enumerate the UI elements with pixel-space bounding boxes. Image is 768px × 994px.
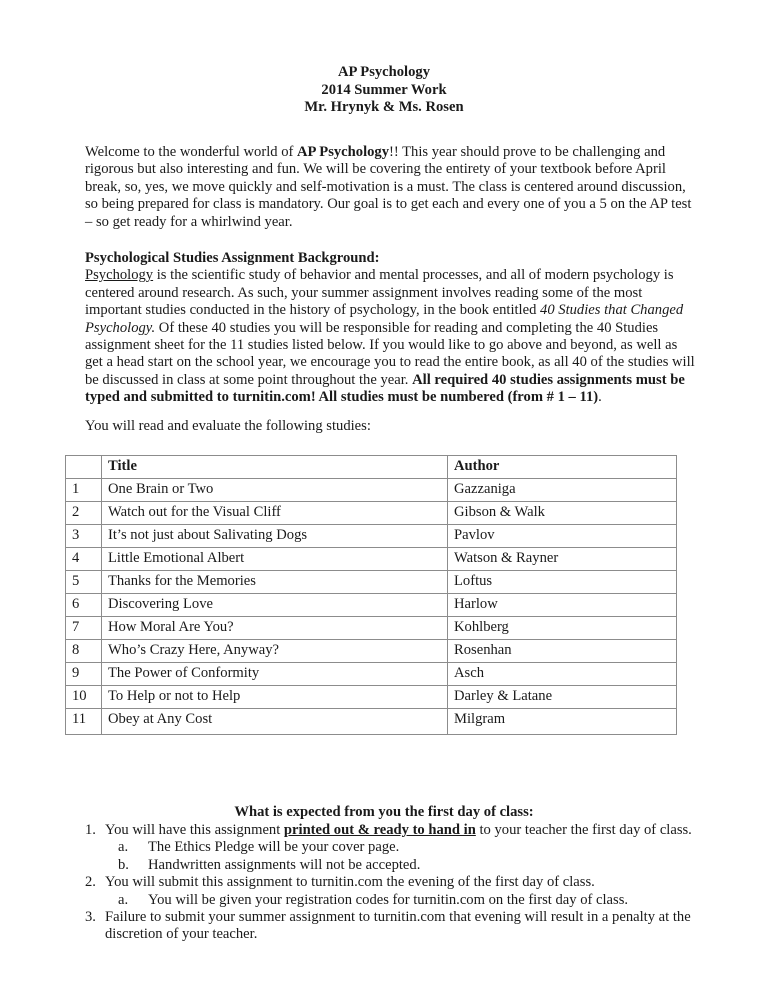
list-number: 1. <box>85 822 96 838</box>
item1b-text: Handwritten assignments will not be accepted. <box>148 856 421 873</box>
study-author: Pavlov <box>448 525 677 548</box>
course-title: AP Psychology <box>337 64 431 80</box>
intro-text-start: Welcome to the wonderful world of <box>85 144 297 160</box>
study-author: Harlow <box>448 594 677 617</box>
study-title: The Power of Conformity <box>102 663 448 686</box>
background-bold-requirement: All required 40 studies assignments must be typed and submitted to turnitin.com! All studies must be numbered (from # 1 – 11) <box>85 371 685 406</box>
intro-text-rest: !! This year should prove to be challenging and rigorous but also interesting and fun. We will be covering the entirety of your textbook before April break, so, yes, we move quickly and self-motivation is a must. The class is centered around discussion, so being prepared for class is mandatory. Our goal is to get each and every one of you a 5 on the AP test – so get ready for a whirlwind year. <box>85 144 692 230</box>
study-number: 1 <box>66 479 102 502</box>
list-letter: b. <box>118 856 129 873</box>
study-title: Little Emotional Albert <box>102 548 448 571</box>
list-number: 2. <box>85 874 96 891</box>
table-row <box>66 479 677 502</box>
study-number: 7 <box>66 617 102 640</box>
study-number: 2 <box>66 502 102 525</box>
study-title: It’s not just about Salivating Dogs <box>102 525 448 548</box>
study-author: Milgram <box>448 709 677 735</box>
study-title: Watch out for the Visual Cliff <box>102 502 448 525</box>
study-title: Obey at Any Cost <box>102 709 448 735</box>
studies-table <box>65 455 677 735</box>
list-number: 3. <box>85 909 96 926</box>
table-row <box>66 548 677 571</box>
item1a-text: The Ethics Pledge will be your cover page. <box>148 839 400 856</box>
list-item-2a <box>85 892 705 909</box>
background-section <box>85 250 695 407</box>
study-number: 5 <box>66 571 102 594</box>
study-author: Rosenhan <box>448 640 677 663</box>
study-title: Who’s Crazy Here, Anyway? <box>102 640 448 663</box>
item1-text-start: You will have this assignment <box>105 822 284 838</box>
study-number: 4 <box>66 548 102 571</box>
list-letter: a. <box>118 839 129 856</box>
study-title: Discovering Love <box>102 594 448 617</box>
item2-text: You will submit this assignment to turnitin.com the evening of the first day of class. <box>105 874 595 891</box>
study-author: Watson & Rayner <box>448 548 677 571</box>
table-header-row <box>66 456 677 479</box>
intro-bold-course: AP Psychology <box>297 144 390 160</box>
list-item-1b <box>85 857 705 874</box>
study-number: 8 <box>66 640 102 663</box>
list-item-1a <box>85 839 705 856</box>
item1-text-end: to your teacher the first day of class. <box>475 822 692 838</box>
expectations-list <box>85 822 705 944</box>
table-row <box>66 525 677 548</box>
item3-text: Failure to submit your summer assignment to turnitin.com that evening will result in a penalty at the discretion of your teacher. <box>105 909 691 943</box>
study-title: To Help or not to Help <box>102 686 448 709</box>
expectations-heading: What is expected from you the first day of class: <box>234 804 534 820</box>
item2a-text: You will be given your registration codes for turnitin.com on the first day of class. <box>148 891 629 908</box>
study-author: Darley & Latane <box>448 686 677 709</box>
table-row <box>66 571 677 594</box>
item1-underlined: printed out & ready to hand in <box>283 822 476 838</box>
table-row <box>66 686 677 709</box>
background-text-2: Of these 40 studies you will be responsible for reading and completing the 40 Studies assignment sheet for the 11 studies listed below. If you would like to go above and beyond, as well as get a head start on the school year, we encourage you to read the entire book, as all 40 of the studies will be discussed in class at some point throughout the year. <box>85 319 695 388</box>
table-row <box>66 663 677 686</box>
table-row <box>66 617 677 640</box>
document-header <box>0 64 768 117</box>
list-letter: a. <box>118 891 129 908</box>
study-author: Kohlberg <box>448 617 677 640</box>
study-author: Loftus <box>448 571 677 594</box>
list-item-2 <box>85 874 705 891</box>
background-term: Psychology <box>85 267 154 284</box>
header-number <box>66 456 102 479</box>
study-number: 9 <box>66 663 102 686</box>
background-heading: Psychological Studies Assignment Background: <box>85 250 380 266</box>
header-title: Title <box>102 456 448 479</box>
background-end: . <box>598 389 602 406</box>
study-author: Gibson & Walk <box>448 502 677 525</box>
table-row <box>66 594 677 617</box>
study-title: How Moral Are You? <box>102 617 448 640</box>
intro-paragraph <box>85 144 695 231</box>
study-number: 10 <box>66 686 102 709</box>
study-number: 6 <box>66 594 102 617</box>
study-title: One Brain or Two <box>102 479 448 502</box>
table-row <box>66 502 677 525</box>
study-title: Thanks for the Memories <box>102 571 448 594</box>
list-item-1 <box>85 822 705 839</box>
book-title: 40 Studies that Changed Psychology. <box>85 302 684 336</box>
table-row <box>66 640 677 663</box>
table-intro: You will read and evaluate the following studies: <box>85 418 371 434</box>
assignment-title: 2014 Summer Work <box>321 81 447 98</box>
study-author: Gazzaniga <box>448 479 677 502</box>
header-author: Author <box>448 456 677 479</box>
study-number: 11 <box>66 709 102 735</box>
background-text-1: is the scientific study of behavior and mental processes, and all of modern psychology is centered around research. As such, your summer assignment involves reading some of the most important studies conducted in the history of psychology, in the book entitled <box>85 267 674 319</box>
list-item-3 <box>85 909 705 944</box>
study-author: Asch <box>448 663 677 686</box>
study-number: 3 <box>66 525 102 548</box>
teacher-names: Mr. Hrynyk & Ms. Rosen <box>304 99 464 115</box>
table-row <box>66 709 677 735</box>
